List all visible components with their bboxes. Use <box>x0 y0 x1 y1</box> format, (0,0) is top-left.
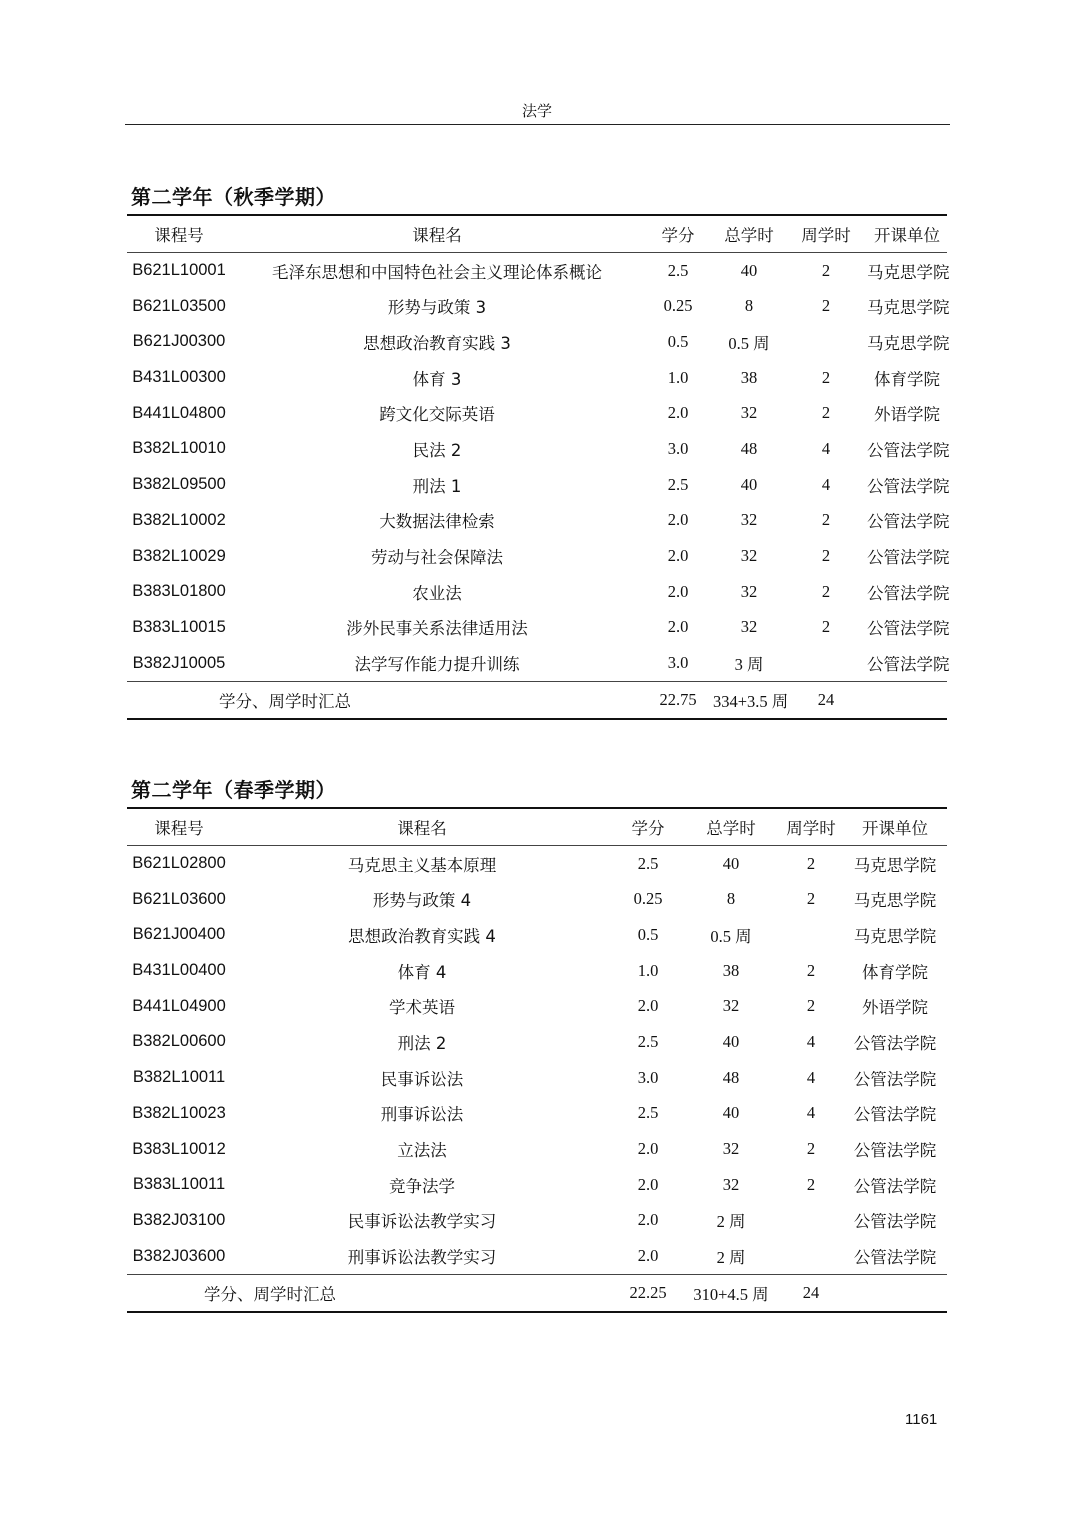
course-total-hours: 40 <box>722 853 740 873</box>
course-table-autumn <box>127 214 950 720</box>
course-total-hours: 3 周 <box>734 655 764 675</box>
course-name: 农业法 <box>412 583 462 603</box>
course-code: B382L10023 <box>132 1103 226 1122</box>
course-name: 民事诉讼法 <box>380 1069 464 1089</box>
course-credit: 2.0 <box>667 617 689 637</box>
course-department: 公管法学院 <box>867 619 950 639</box>
course-department: 公管法学院 <box>853 1212 937 1232</box>
course-weekly-hours: 2 <box>821 546 831 566</box>
course-weekly-hours: 2 <box>806 889 816 909</box>
course-total-hours: 32 <box>740 617 758 637</box>
course-department: 公管法学院 <box>853 1033 937 1053</box>
course-weekly-hours <box>779 1203 843 1239</box>
course-department: 公管法学院 <box>853 1248 937 1268</box>
course-total-hours: 32 <box>740 403 758 423</box>
course-weekly-hours: 2 <box>821 617 831 637</box>
table-row <box>127 1024 947 1060</box>
total-credit: 22.25 <box>613 1274 683 1311</box>
course-credit: 0.25 <box>633 889 663 909</box>
course-code: B382L10010 <box>132 439 226 458</box>
course-total-hours: 0.5 周 <box>728 333 770 353</box>
course-weekly-hours <box>779 1238 843 1274</box>
course-department: 体育学院 <box>874 369 940 389</box>
course-weekly-hours: 2 <box>806 853 816 873</box>
table-row <box>127 467 947 503</box>
course-credit: 2.0 <box>637 996 659 1016</box>
course-department: 公管法学院 <box>867 476 950 496</box>
course-weekly-hours: 2 <box>821 581 831 601</box>
course-total-hours: 48 <box>740 438 758 458</box>
course-total-hours: 32 <box>740 510 758 530</box>
table-row <box>127 953 947 989</box>
column-header-dept: 开课单位 <box>867 215 947 252</box>
course-name: 马克思主义基本原理 <box>347 855 497 875</box>
course-code: B621L02800 <box>132 854 226 873</box>
course-name: 跨文化交际英语 <box>379 405 495 425</box>
course-name: 体育 4 <box>397 962 447 982</box>
course-department: 公管法学院 <box>853 1176 937 1196</box>
column-header-name: 课程名 <box>231 215 643 252</box>
course-weekly-hours: 2 <box>821 403 831 423</box>
table-total-row <box>127 1274 947 1311</box>
column-header-weekly: 周学时 <box>779 808 843 845</box>
course-credit: 2.5 <box>667 474 689 494</box>
course-credit: 3.0 <box>667 653 689 673</box>
course-department: 公管法学院 <box>867 512 950 532</box>
course-department: 公管法学院 <box>867 583 950 603</box>
table-row <box>127 610 947 646</box>
total-dept-empty <box>867 681 947 718</box>
table-row <box>127 645 947 681</box>
course-weekly-hours: 2 <box>806 960 816 980</box>
column-header-code: 课程号 <box>127 215 231 252</box>
course-credit: 1.0 <box>667 367 689 387</box>
table-body <box>127 845 947 1274</box>
course-total-hours: 38 <box>740 367 758 387</box>
column-header-credit: 学分 <box>643 215 713 252</box>
course-total-hours: 2 周 <box>716 1212 746 1232</box>
course-weekly-hours: 2 <box>821 510 831 530</box>
course-code: B382L10011 <box>132 1068 226 1087</box>
course-total-hours: 8 <box>726 889 736 909</box>
course-name: 法学写作能力提升训练 <box>354 655 520 675</box>
course-department: 外语学院 <box>862 998 928 1018</box>
table-row <box>127 1060 947 1096</box>
course-name: 民法 2 <box>412 440 462 460</box>
course-name: 民事诉讼法教学实习 <box>347 1212 497 1232</box>
course-department: 马克思学院 <box>867 298 950 318</box>
course-code: B383L10011 <box>132 1175 226 1194</box>
course-code: B383L01800 <box>132 582 226 601</box>
course-total-hours: 38 <box>722 960 740 980</box>
course-code: B431L00300 <box>132 368 226 387</box>
course-credit: 3.0 <box>637 1067 659 1087</box>
table-row <box>127 1096 947 1132</box>
course-name: 刑事诉讼法教学实习 <box>347 1248 497 1268</box>
course-department: 公管法学院 <box>853 1141 937 1161</box>
table-row <box>127 1238 947 1274</box>
table-row <box>127 252 947 288</box>
course-department: 马克思学院 <box>853 855 937 875</box>
table-row <box>127 917 947 953</box>
course-weekly-hours: 4 <box>806 1067 816 1087</box>
course-weekly-hours <box>779 917 843 953</box>
section-title-autumn: 第二学年（秋季学期） <box>131 185 336 209</box>
course-credit: 2.0 <box>637 1174 659 1194</box>
course-name: 刑法 1 <box>412 476 462 496</box>
total-weekly: 24 <box>785 681 867 718</box>
course-weekly-hours: 2 <box>806 1139 816 1159</box>
column-header-hours: 总学时 <box>683 808 779 845</box>
running-header-title: 法学 <box>521 102 552 120</box>
course-total-hours: 32 <box>722 1174 740 1194</box>
course-weekly-hours: 4 <box>821 474 831 494</box>
header-divider <box>125 124 950 125</box>
course-name: 涉外民事关系法律适用法 <box>346 619 528 639</box>
total-dept-empty <box>843 1274 947 1311</box>
course-code: B382L00600 <box>132 1032 226 1051</box>
course-department: 公管法学院 <box>853 1069 937 1089</box>
course-credit: 2.5 <box>637 1103 659 1123</box>
column-header-dept: 开课单位 <box>843 808 947 845</box>
course-name: 思想政治教育实践 4 <box>348 926 496 946</box>
course-credit: 3.0 <box>667 438 689 458</box>
course-total-hours: 40 <box>722 1103 740 1123</box>
course-weekly-hours: 2 <box>821 367 831 387</box>
course-code: B621J00300 <box>132 332 226 351</box>
course-weekly-hours: 2 <box>806 1174 816 1194</box>
course-total-hours: 2 周 <box>716 1248 746 1268</box>
course-credit: 2.0 <box>637 1246 659 1266</box>
course-weekly-hours: 4 <box>806 1103 816 1123</box>
course-credit: 2.0 <box>667 403 689 423</box>
course-name: 立法法 <box>397 1141 447 1161</box>
course-code: B621L03500 <box>132 296 226 315</box>
course-weekly-hours: 2 <box>806 996 816 1016</box>
section-title-spring: 第二学年（春季学期） <box>131 778 336 802</box>
table-row <box>127 324 947 360</box>
course-code: B382L10029 <box>132 546 226 565</box>
course-name: 劳动与社会保障法 <box>371 548 503 568</box>
course-name: 形势与政策 4 <box>372 891 472 911</box>
course-department: 马克思学院 <box>853 926 937 946</box>
table-row <box>127 988 947 1024</box>
course-code: B382J10005 <box>132 653 226 672</box>
course-credit: 2.5 <box>667 260 689 280</box>
table-row <box>127 1131 947 1167</box>
course-weekly-hours: 2 <box>821 296 831 316</box>
course-code: B383L10015 <box>132 617 226 636</box>
course-credit: 0.5 <box>667 331 689 351</box>
course-code: B441L04900 <box>132 996 226 1015</box>
course-weekly-hours <box>785 645 867 681</box>
course-department: 马克思学院 <box>867 333 950 353</box>
course-name: 大数据法律检索 <box>379 512 495 532</box>
course-code: B621L03600 <box>132 889 226 908</box>
course-credit: 2.5 <box>637 1031 659 1051</box>
course-credit: 2.5 <box>637 853 659 873</box>
column-header-code: 课程号 <box>127 808 231 845</box>
course-credit: 2.0 <box>637 1139 659 1159</box>
course-total-hours: 40 <box>722 1031 740 1051</box>
course-total-hours: 32 <box>722 1139 740 1159</box>
table-row <box>127 395 947 431</box>
total-credit: 22.75 <box>643 681 713 718</box>
course-code: B431L00400 <box>132 961 226 980</box>
column-header-hours: 总学时 <box>713 215 785 252</box>
course-total-hours: 32 <box>740 546 758 566</box>
course-name: 形势与政策 3 <box>387 298 487 318</box>
course-weekly-hours <box>785 324 867 360</box>
course-total-hours: 0.5 周 <box>710 926 752 946</box>
course-total-hours: 40 <box>740 474 758 494</box>
course-name: 思想政治教育实践 3 <box>363 333 511 353</box>
course-department: 公管法学院 <box>867 655 950 675</box>
total-label: 学分、周学时汇总 <box>127 681 643 718</box>
table-row <box>127 288 947 324</box>
column-header-name: 课程名 <box>231 808 613 845</box>
course-credit: 2.0 <box>637 1210 659 1230</box>
course-total-hours: 8 <box>744 296 754 316</box>
course-department: 马克思学院 <box>853 891 937 911</box>
course-total-hours: 32 <box>740 581 758 601</box>
table-header-row <box>127 215 947 252</box>
total-hours: 310+4.5 周 <box>683 1274 779 1311</box>
table-row <box>127 538 947 574</box>
course-name: 体育 3 <box>412 369 462 389</box>
course-credit: 2.0 <box>667 546 689 566</box>
course-code: B382J03100 <box>132 1210 226 1229</box>
table-row <box>127 881 947 917</box>
total-hours: 334+3.5 周 <box>713 681 785 718</box>
course-credit: 2.0 <box>667 510 689 530</box>
course-code: B621J00400 <box>132 925 226 944</box>
course-credit: 0.25 <box>663 296 693 316</box>
course-total-hours: 48 <box>722 1067 740 1087</box>
course-weekly-hours: 2 <box>821 260 831 280</box>
page-number: 1161 <box>905 1411 938 1428</box>
table-row <box>127 845 947 881</box>
total-label: 学分、周学时汇总 <box>127 1274 613 1311</box>
course-code: B382L10002 <box>132 510 226 529</box>
course-department: 体育学院 <box>862 962 928 982</box>
table-row <box>127 360 947 396</box>
total-weekly: 24 <box>779 1274 843 1311</box>
table-row <box>127 1167 947 1203</box>
course-credit: 0.5 <box>637 924 659 944</box>
course-name: 竞争法学 <box>389 1176 455 1196</box>
course-department: 公管法学院 <box>853 1105 937 1125</box>
course-code: B382J03600 <box>132 1246 226 1265</box>
course-weekly-hours: 4 <box>821 438 831 458</box>
course-weekly-hours: 4 <box>806 1031 816 1051</box>
column-header-credit: 学分 <box>613 808 683 845</box>
course-name: 学术英语 <box>389 998 455 1018</box>
course-department: 公管法学院 <box>867 548 950 568</box>
course-name: 毛泽东思想和中国特色社会主义理论体系概论 <box>272 262 602 282</box>
table-body <box>127 252 950 681</box>
table-row <box>127 1203 947 1239</box>
table-row <box>127 431 947 467</box>
table-total-row <box>127 681 947 718</box>
course-table-spring <box>127 807 947 1313</box>
course-name: 刑法 2 <box>397 1033 447 1053</box>
course-department: 外语学院 <box>874 405 940 425</box>
course-code: B441L04800 <box>132 403 226 422</box>
course-credit: 2.0 <box>667 581 689 601</box>
course-code: B382L09500 <box>132 475 226 494</box>
course-total-hours: 40 <box>740 260 758 280</box>
course-department: 公管法学院 <box>867 440 950 460</box>
column-header-weekly: 周学时 <box>785 215 867 252</box>
course-code: B621L10001 <box>132 261 226 280</box>
course-total-hours: 32 <box>722 996 740 1016</box>
table-row <box>127 574 947 610</box>
table-row <box>127 503 947 539</box>
table-header-row <box>127 808 947 845</box>
course-credit: 1.0 <box>637 960 659 980</box>
course-department: 马克思学院 <box>867 262 950 282</box>
course-code: B383L10012 <box>132 1139 226 1158</box>
course-name: 刑事诉讼法 <box>380 1105 464 1125</box>
